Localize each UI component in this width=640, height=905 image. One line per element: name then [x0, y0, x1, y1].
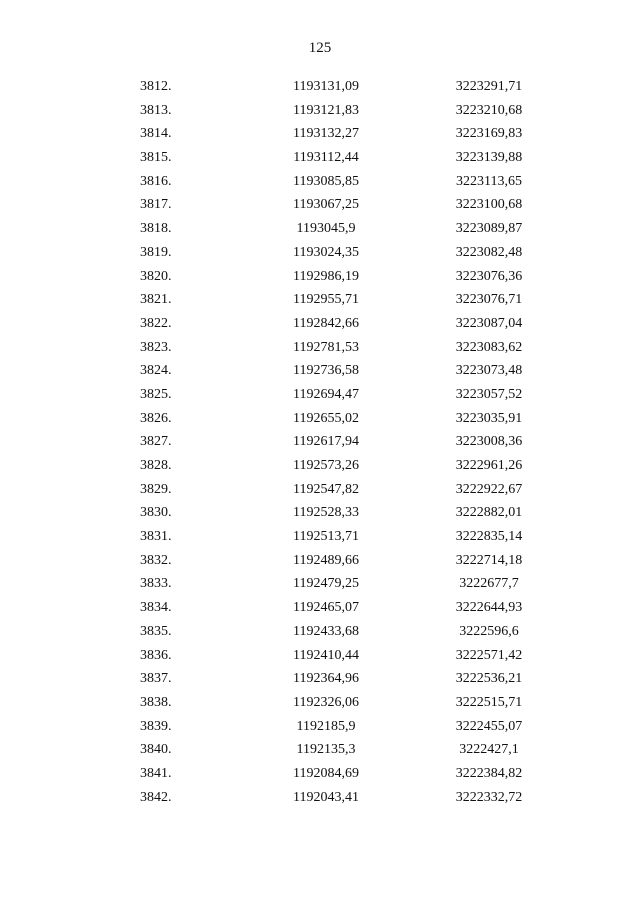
- x-coordinate: 1192694,47: [293, 386, 359, 402]
- x-coordinate: 1192364,96: [293, 671, 359, 687]
- table-row: [0, 407, 640, 431]
- coordinates-table: [0, 75, 640, 809]
- y-coordinate: 3223076,36: [455, 268, 523, 284]
- table-row: [0, 75, 640, 99]
- point-number: 3838.: [140, 694, 172, 710]
- x-coordinate: 1192465,07: [293, 600, 359, 616]
- point-number: 3824.: [140, 363, 172, 379]
- x-coordinate: 1192955,71: [293, 292, 359, 308]
- x-coordinate: 1192736,58: [293, 363, 359, 379]
- x-coordinate: 1192410,44: [293, 647, 359, 663]
- y-coordinate: 3223291,71: [455, 79, 523, 94]
- x-coordinate: 1193121,83: [293, 102, 359, 118]
- x-coordinate: 1192326,06: [293, 694, 359, 710]
- x-coordinate: 1192655,02: [293, 410, 359, 426]
- table-row: [0, 430, 640, 454]
- y-coordinate: 3223113,65: [456, 173, 522, 189]
- table-row: [0, 715, 640, 739]
- point-number: 3837.: [140, 671, 172, 687]
- point-number: 3835.: [140, 623, 172, 639]
- y-coordinate: 3222332,72: [455, 789, 523, 805]
- table-row: [0, 383, 640, 407]
- point-number: 3819.: [140, 244, 172, 260]
- x-coordinate: 1192084,69: [293, 765, 359, 781]
- x-coordinate: 1193024,35: [293, 244, 359, 260]
- x-coordinate: 1192573,26: [293, 458, 359, 473]
- x-coordinate: 1193045,9: [296, 221, 356, 237]
- point-number: 3815.: [140, 150, 172, 166]
- table-row: [0, 572, 640, 596]
- x-coordinate: 1192433,68: [293, 623, 359, 639]
- point-number: 3818.: [140, 221, 172, 237]
- y-coordinate: 3223008,36: [455, 434, 523, 450]
- point-number: 3827.: [140, 434, 172, 450]
- point-number: 3814.: [140, 126, 172, 142]
- table-row: [0, 786, 640, 810]
- point-number: 3840.: [140, 742, 172, 758]
- x-coordinate: 1193132,27: [293, 126, 359, 142]
- point-number: 3834.: [140, 600, 172, 616]
- point-number: 3833.: [140, 576, 172, 592]
- y-coordinate: 3223100,68: [455, 197, 523, 213]
- table-row: [0, 122, 640, 146]
- x-coordinate: 1192135,3: [296, 742, 356, 758]
- table-row: [0, 738, 640, 762]
- table-row: [0, 288, 640, 312]
- x-coordinate: 1192842,66: [293, 315, 359, 331]
- y-coordinate: 3223082,48: [455, 244, 523, 260]
- y-coordinate: 3223057,52: [455, 386, 523, 402]
- y-coordinate: 3223169,83: [455, 126, 523, 142]
- point-number: 3825.: [140, 386, 172, 402]
- table-row: [0, 454, 640, 478]
- point-number: 3831.: [140, 529, 172, 545]
- table-row: [0, 312, 640, 336]
- x-coordinate: 1192513,71: [293, 529, 359, 545]
- y-coordinate: 3222922,67: [455, 481, 523, 497]
- y-coordinate: 3222882,01: [455, 505, 523, 521]
- x-coordinate: 1192528,33: [293, 505, 359, 521]
- table-row: [0, 241, 640, 265]
- point-number: 3820.: [140, 268, 172, 284]
- table-row: [0, 336, 640, 360]
- y-coordinate: 3222596,6: [459, 623, 519, 639]
- point-number: 3841.: [140, 765, 172, 781]
- page-number: 125: [308, 40, 332, 56]
- y-coordinate: 3223035,91: [455, 410, 523, 426]
- point-number: 3839.: [140, 718, 172, 734]
- x-coordinate: 1193112,44: [293, 150, 359, 166]
- y-coordinate: 3222384,82: [455, 765, 523, 781]
- point-number: 3826.: [140, 410, 172, 426]
- y-coordinate: 3222571,42: [455, 647, 523, 663]
- point-number: 3817.: [140, 197, 172, 213]
- point-number: 3830.: [140, 505, 172, 521]
- point-number: 3836.: [140, 647, 172, 663]
- x-coordinate: 1192547,82: [293, 481, 359, 497]
- table-row: [0, 620, 640, 644]
- y-coordinate: 3222835,14: [455, 529, 523, 545]
- x-coordinate: 1192043,41: [293, 789, 359, 805]
- table-row: [0, 667, 640, 691]
- y-coordinate: 3222677,7: [459, 576, 519, 592]
- point-number: 3822.: [140, 315, 172, 331]
- point-number: 3813.: [140, 102, 172, 118]
- y-coordinate: 3223073,48: [455, 363, 523, 379]
- y-coordinate: 3223076,71: [455, 292, 523, 308]
- y-coordinate: 3222714,18: [455, 552, 523, 568]
- table-row: [0, 99, 640, 123]
- point-number: 3828.: [140, 458, 172, 473]
- y-coordinate: 3222427,1: [459, 742, 519, 758]
- table-row: [0, 525, 640, 549]
- y-coordinate: 3223210,68: [455, 102, 523, 118]
- x-coordinate: 1193067,25: [293, 197, 359, 213]
- point-number: 3832.: [140, 552, 172, 568]
- y-coordinate: 3222644,93: [455, 600, 523, 616]
- y-coordinate: 3223087,04: [455, 315, 523, 331]
- table-row: [0, 549, 640, 573]
- x-coordinate: 1192617,94: [293, 434, 359, 450]
- table-row: [0, 762, 640, 786]
- y-coordinate: 3223139,88: [455, 150, 523, 166]
- point-number: 3823.: [140, 339, 172, 355]
- x-coordinate: 1193085,85: [293, 173, 359, 189]
- table-row: [0, 193, 640, 217]
- point-number: 3829.: [140, 481, 172, 497]
- table-row: [0, 146, 640, 170]
- point-number: 3821.: [140, 292, 172, 308]
- x-coordinate: 1192185,9: [296, 718, 356, 734]
- point-number: 3842.: [140, 789, 172, 805]
- table-row: [0, 691, 640, 715]
- point-number: 3812.: [140, 79, 172, 94]
- table-row: [0, 217, 640, 241]
- y-coordinate: 3222455,07: [455, 718, 523, 734]
- table-row: [0, 478, 640, 502]
- y-coordinate: 3222515,71: [455, 694, 523, 710]
- table-row: [0, 170, 640, 194]
- x-coordinate: 1193131,09: [293, 79, 359, 94]
- y-coordinate: 3222536,21: [455, 671, 523, 687]
- x-coordinate: 1192479,25: [293, 576, 359, 592]
- table-row: [0, 265, 640, 289]
- y-coordinate: 3223083,62: [455, 339, 523, 355]
- table-row: [0, 596, 640, 620]
- table-row: [0, 501, 640, 525]
- y-coordinate: 3222961,26: [455, 458, 523, 473]
- x-coordinate: 1192986,19: [293, 268, 359, 284]
- point-number: 3816.: [140, 173, 172, 189]
- table-row: [0, 644, 640, 668]
- x-coordinate: 1192489,66: [293, 552, 359, 568]
- table-row: [0, 359, 640, 383]
- y-coordinate: 3223089,87: [455, 221, 523, 237]
- x-coordinate: 1192781,53: [293, 339, 359, 355]
